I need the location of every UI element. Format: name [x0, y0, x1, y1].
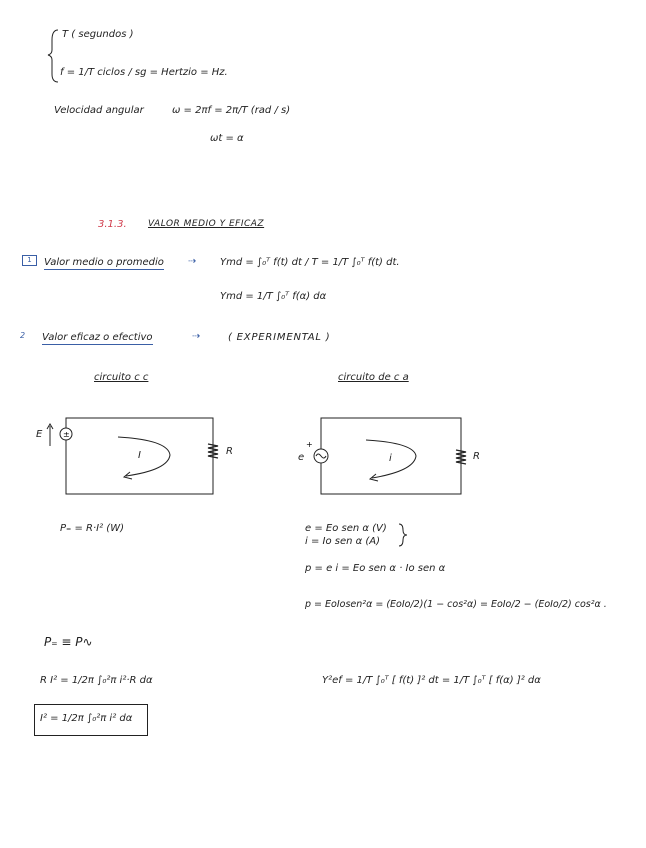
item2-marker: 2 — [20, 331, 26, 340]
ac-circuit-diagram — [306, 418, 466, 494]
rms-value-formula: Y²ef = 1/T ∫₀ᵀ [ f(t) ]² dt = 1/T ∫₀ᵀ [ f(α) ]² dα — [322, 675, 541, 686]
mean-value-equation-1: Ymd = ∫₀ᵀ f(t) dt / T = 1/T ∫₀ᵀ f(t) dt. — [220, 257, 400, 268]
experimental-note: ( EXPERIMENTAL ) — [228, 332, 331, 343]
angular-velocity-equation: ω = 2πf = 2π/T (rad / s) — [172, 105, 291, 116]
ac-current-formula: i = Io sen α (A) — [305, 536, 381, 547]
ac-circuit-title: circuito de c a — [338, 372, 409, 383]
angular-velocity-label: Velocidad angular — [54, 105, 144, 116]
svg-text:±: ± — [63, 430, 70, 439]
item2-label: Valor eficaz o efectivo — [42, 332, 153, 343]
frequency-line: f = 1/T ciclos / sg = Hertzio = Hz. — [60, 67, 228, 78]
i2-boxed-formula: I² = 1/2π ∫₀²π i² dα — [40, 713, 133, 724]
instant-power-formula: p = e i = Eo sen α · Io sen α — [305, 563, 446, 574]
ac-current-label: i — [389, 453, 392, 464]
dc-power-formula: P₌ = R·I² (W) — [60, 523, 124, 534]
item1-arrow: ⇢ — [188, 256, 197, 267]
dc-circuit-title: circuito c c — [94, 372, 149, 383]
ac-source-label: e — [298, 452, 305, 463]
item1-marker: 1 — [22, 255, 37, 266]
item2-arrow: ⇢ — [192, 331, 201, 342]
dc-circuit-diagram — [47, 418, 218, 494]
dc-resistor-label: R — [226, 446, 233, 457]
period-line: T ( segundos ) — [62, 29, 134, 40]
item1-label: Valor medio o promedio — [44, 257, 164, 268]
ac-brace — [399, 524, 407, 546]
instant-power-expanded: p = EoIosen²α = (EoIo/2)(1 − cos²α) = EoIo/2 − (EoIo/2) cos²α . — [305, 599, 607, 610]
section-title: VALOR MEDIO Y EFICAZ — [148, 219, 265, 229]
svg-text:+: + — [306, 440, 313, 449]
ac-voltage-formula: e = Eo sen α (V) — [305, 523, 387, 534]
equal-power-formula: P₌ ≡ P∿ — [44, 635, 93, 649]
section-number: 3.1.3. — [98, 219, 127, 230]
mean-value-equation-2: Ymd = 1/T ∫₀ᵀ f(α) dα — [220, 291, 327, 302]
dc-source-label: E — [36, 429, 43, 440]
omega-t-equation: ωt = α — [210, 133, 244, 144]
ri2-formula: R I² = 1/2π ∫₀²π i²·R dα — [40, 675, 153, 686]
dc-current-label: I — [138, 450, 141, 461]
ac-resistor-label: R — [473, 451, 480, 462]
